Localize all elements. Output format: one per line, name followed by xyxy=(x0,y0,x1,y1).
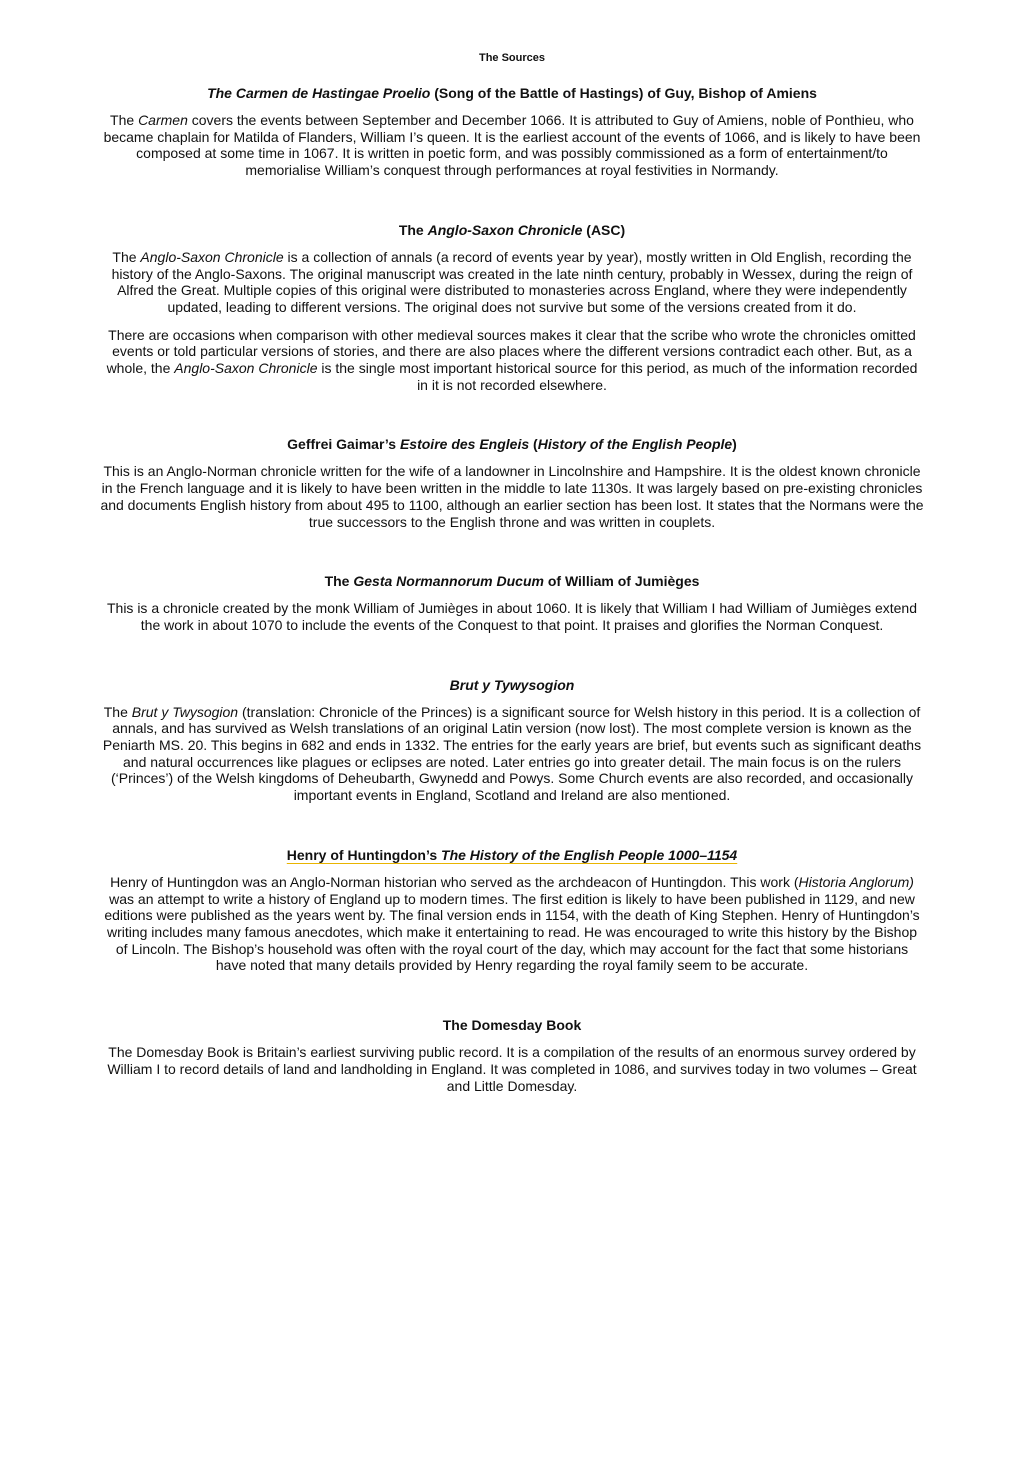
source-section xyxy=(100,1016,924,1094)
section-heading xyxy=(100,1016,924,1034)
text-run: is a collection of annals (a record of events year by year), mostly written in Old English, recording the history of the Anglo-Saxons. The original manuscript was created in the late ninth century, probably in Wessex, during the reign of Alfred the Great. Multiple copies of this original were distributed to monasteries across England, where they were independently updated, leading to different versions. The original does not survive but some of the versions created from it do. xyxy=(111,248,913,315)
section-paragraph xyxy=(100,704,924,804)
italic-text: Anglo-Saxon Chronicle xyxy=(140,248,284,265)
italic-text: Brut y Tywysogion xyxy=(449,676,575,693)
section-heading xyxy=(100,84,924,102)
text-run: The xyxy=(112,248,141,265)
section-paragraph xyxy=(100,874,924,974)
text-run: The xyxy=(398,221,428,238)
section-heading xyxy=(100,221,924,239)
page-title: The Sources xyxy=(478,52,546,64)
text-run: ) xyxy=(732,436,737,453)
section-heading xyxy=(100,676,924,694)
text-run: The xyxy=(324,573,354,590)
italic-text: Brut y Twysogion xyxy=(131,703,239,720)
source-section xyxy=(100,572,924,633)
section-heading xyxy=(100,846,924,864)
source-section xyxy=(100,435,924,530)
section-heading xyxy=(100,435,924,453)
section-paragraph xyxy=(100,112,924,179)
section-heading xyxy=(100,572,924,590)
text-run: This is an Anglo-Norman chronicle written for the wife of a landowner in Lincolnshire and Hampshire. It is the oldest known chronicle in the French language and it is likely to have been written in the middle to late 1130s. It was largely based on pre-existing chronicles and documents English history from about 495 to 1100, although an earlier section has been lost. It states that the Normans were the true successors to the English throne and was written in couplets. xyxy=(100,463,924,530)
section-paragraph xyxy=(100,249,924,316)
text-run: The Domesday Book xyxy=(442,1017,582,1034)
source-section xyxy=(100,84,924,179)
italic-text: Gesta Normannorum Ducum xyxy=(353,573,544,590)
source-section xyxy=(100,676,924,804)
text-run: The xyxy=(103,703,132,720)
text-run: ( xyxy=(529,436,538,453)
sources-list xyxy=(100,84,924,1094)
text-run: of William of Jumièges xyxy=(543,573,700,590)
text-run: (ASC) xyxy=(582,221,626,238)
italic-text: The History of the English People 1000–1154 xyxy=(441,846,738,863)
section-paragraph xyxy=(100,463,924,530)
text-run: The xyxy=(110,112,139,128)
text-run: The Domesday Book is Britain’s earliest surviving public record. It is a compilation of the results of an enormous survey ordered by William I to record details of land and landholding in England. It was completed in 1086, and survives today in two volumes – Great and Little Domesday. xyxy=(107,1044,917,1094)
italic-text: The Carmen de Hastingae Proelio xyxy=(207,85,431,101)
source-section xyxy=(100,221,924,394)
text-run: This is a chronicle created by the monk William of Jumièges in about 1060. It is likely that William I had William of Jumièges extend the work in about 1070 to include the events of the Conquest to that point. It praises and glorifies the Norman Conquest. xyxy=(106,600,917,633)
text-run: Henry of Huntingdon’s xyxy=(286,846,442,863)
italic-text: Anglo-Saxon Chronicle xyxy=(174,360,318,377)
text-run: Geffrei Gaimar’s xyxy=(287,436,400,453)
section-paragraph xyxy=(100,1044,924,1094)
italic-text: Historia Anglorum) xyxy=(798,873,914,890)
section-paragraph xyxy=(100,600,924,633)
italic-text: History of the English People xyxy=(537,436,733,453)
text-run: is the single most important historical source for this period, as much of the information recorded in it is not recorded elsewhere. xyxy=(317,360,918,393)
text-run: Henry of Huntingdon was an Anglo-Norman historian who served as the archdeacon of Huntingdon. This work ( xyxy=(110,873,799,890)
section-paragraph xyxy=(100,327,924,394)
text-run: covers the events between September and December 1066. It is attributed to Guy of Amiens, noble of Ponthieu, who became chaplain for Matilda of Flanders, William I’s queen. It is the earliest account of the events of 1066, and is likely to have been composed at some time in 1067. It is written in poetic form, and was possibly commissioned as a form of entertainment/to memorialise William’s conquest through performances at royal festivities in Normandy. xyxy=(103,112,921,179)
italic-text: Carmen xyxy=(138,112,188,128)
text-run: There are occasions when comparison with other medieval sources makes it clear that the scribe who wrote the chronicles omitted events or told particular versions of stories, and there are also places where the different versions contradict each other. But, as a whole, the xyxy=(106,326,916,377)
text-run: was an attempt to write a history of England up to modern times. The first edition is likely to have been published in 1129, and new editions were published as the years went by. The final version ends in 1154, with the death of King Stephen. Henry of Huntingdon’s writing includes many famous anecdotes, which make it entertaining to read. He was encouraged to write this history by the Bishop of Lincoln. The Bishop’s household was often with the royal court of the day, which may account for the fact that some historians have noted that many details provided by Henry regarding the royal family seem to be accurate. xyxy=(104,890,920,974)
italic-text: Anglo-Saxon Chronicle xyxy=(427,221,583,238)
text-run: (Song of the Battle of Hastings) of Guy, Bishop of Amiens xyxy=(430,85,817,101)
text-run: (translation: Chronicle of the Princes) is a significant source for Welsh history in this period. It is a collection of annals, and has survived as Welsh translations of an original Latin version (now lost). The most complete version is known as the Peniarth MS. 20. This begins in 682 and ends in 1332. The entries for the early years are brief, but events such as significant deaths and natural occurrences like plagues or eclipses are noted. Later entries go into greater detail. The main focus is on the rulers (‘Princes’) of the Welsh kingdoms of Deheubarth, Gwynedd and Powys. Some Church events are also recorded, and occasionally important events in England, Scotland and Ireland are also mentioned. xyxy=(102,703,922,804)
source-section xyxy=(100,846,924,974)
italic-text: Estoire des Engleis xyxy=(399,436,530,453)
